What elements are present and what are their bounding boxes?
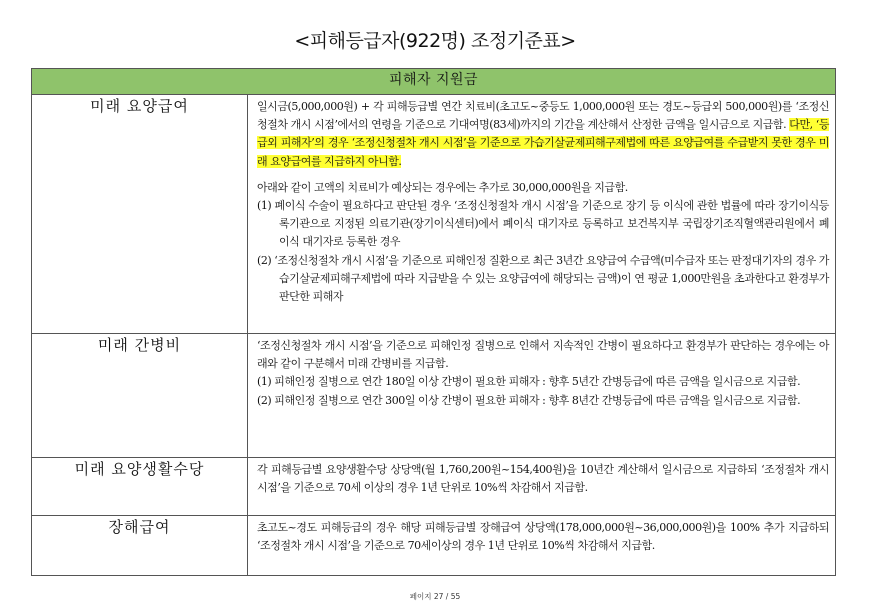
content-disability-benefit [248,516,836,576]
document-title: <피해등급자(922명) 조정기준표> [294,30,576,52]
paragraph: 일시금(5,000,000원) + 각 피해등급별 연간 치료비(초고도~중등도 1,000,000원 또는 경도~등급외 500,000원)를 ‘조정신청절차 개시 시점’에서의 연령을 기준으로 기대여명(83세)까지의 기간을 계산해서 산정한 금액을 일시금으로 지급함. 다만, ‘등급외 피해자’의 경우 ‘조정신청절차 개시 시점’을 기준으로 가습기살균제피해구제법에 따른 요양급여를 수급받지 못한 경우 미래 요양급여를 지급하지 아니함. [257,100,829,168]
paragraph: 각 피해등급별 요양생활수당 상당액(월 1,760,200원~154,400원)을 10년간 계산해서 일시금으로 지급하되 ‘조정절차 개시 시점’을 기준으로 70세 이상의 경우 1년 단위로 10%씩 차감해서 지급함. [257,463,829,495]
paragraph: ‘조정신청절차 개시 시점’을 기준으로 피해인정 질병으로 인해서 지속적인 간병이 필요하다고 환경부가 판단하는 경우에는 아래와 같이 구분해서 미래 간병비를 지급함. [257,339,829,371]
table-header-row [32,69,836,95]
category-disability-benefit: 장해급여 [32,516,248,576]
table-row [32,516,836,576]
list-item: (1) 폐이식 수술이 필요하다고 판단된 경우 ‘조정신청절차 개시 시점’을 기준으로 장기 등 이식에 관한 법률에 따라 장기이식등록기관으로 지정된 의료기관(장기이식센터)에서 폐이식 대기자로 등록하고 보건복지부 국립장기조직혈액관리원에서 폐이식 대기자로 등록한 경우 [257,199,829,249]
category-future-care-cost: 미래 간병비 [32,334,248,458]
highlighted-text: 다만, ‘등급외 피해자’의 경우 ‘조정신청절차 개시 시점’을 기준으로 가습기살균제피해구제법에 따른 요양급여를 수급받지 못한 경우 미래 요양급여를 지급하지 아니함. [257,118,829,168]
table-row [32,334,836,458]
content-future-medical-benefit [248,95,836,334]
paragraph: 아래와 같이 고액의 치료비가 예상되는 경우에는 추가로 30,000,000원을 지급함. [257,180,628,194]
table-row [32,95,836,334]
content-future-living-allowance [248,458,836,516]
list-item: (2) 피해인정 질병으로 연간 300일 이상 간병이 필요한 피해자 : 향후 8년간 간병등급에 따른 금액을 일시금으로 지급함. [257,393,801,407]
content-future-care-cost [248,334,836,458]
paragraph: 초고도~경도 피해등급의 경우 해당 피해등급별 장해급여 상당액(178,000,000원~36,000,000원)을 100% 추가 지급하되 ‘조정절차 개시 시점’을 기준으로 70세이상의 경우 1년 단위로 10%씩 차감해서 지급함. [257,521,829,553]
table-row [32,458,836,516]
section-header: 피해자 지원금 [32,69,836,95]
list-item: (1) 피해인정 질병으로 연간 180일 이상 간병이 필요한 피해자 : 향후 5년간 간병등급에 따른 금액을 일시금으로 지급함. [257,375,801,389]
list-item: (2) ‘조정신청절차 개시 시점’을 기준으로 피해인정 질환으로 최근 3년간 요양급여 수급액(미수급자 또는 판정대기자의 경우 가습기살균제피해구제법에 따라 지급받을 수 있는 요양급여에 해당되는 금액)이 연 평균 1,000만원을 초과한다고 환경부가 판단한 피해자 [257,253,829,304]
adjustment-criteria-table [31,68,836,576]
category-future-medical-benefit: 미래 요양급여 [32,95,248,334]
category-future-living-allowance: 미래 요양생활수당 [32,458,248,516]
page-number: 페이지 27 / 55 [409,592,461,601]
